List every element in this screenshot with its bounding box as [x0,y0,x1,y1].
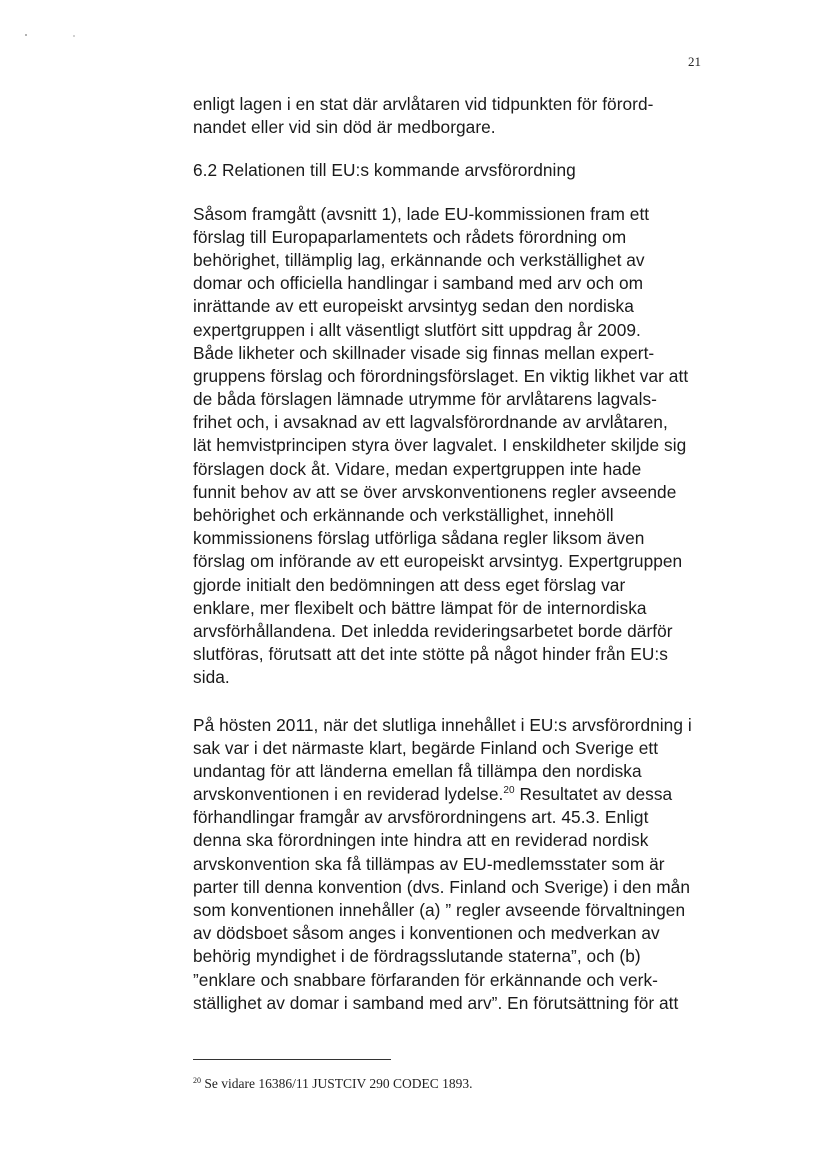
footnote-separator [193,1059,391,1060]
text-line-with-footnote [193,783,723,806]
text-line: som konventionen innehåller (a) ” regler avseende förvaltningen [193,900,686,920]
text-line: enklare, mer flexibelt och bättre lämpat för de internordiska [193,597,647,618]
text-line: funnit behov av att se över arvskonventionens regler avseende [193,481,677,502]
text-line: förhandlingar framgår av arvsförordningens art. 45.3. Enligt [193,807,649,828]
text-line: sak var i det närmaste klart, begärde Finland och Sverige ett [193,737,659,758]
heading-line: 6.2 Relationen till EU:s kommande arvsförordning [193,160,576,181]
text-line: domar och officiella handlingar i samband med arv och om [193,273,644,294]
text-line: arvsförhållandena. Det inledda revideringsarbetet borde därför [193,620,673,641]
text-line: expertgruppen i allt väsentligt slutfört sitt uppdrag år 2009. [193,319,641,340]
footnote [193,1076,473,1092]
paragraph-main [193,203,723,690]
scan-speck [25,34,27,36]
text-line: undantag för att länderna emellan få tillämpa den nordiska [193,760,642,781]
text-line: lät hemvistprincipen styra över lagvalet. I enskildheter skiljde sig [193,435,687,456]
text-line: behörighet och erkännande och verkställighet, innehöll [193,505,614,525]
text-line: förslagen dock åt. Vidare, medan expertgruppen inte hade [193,458,642,479]
text-line: Både likheter och skillnader visade sig finnas mellan expert- [193,342,655,363]
section-heading [193,159,723,182]
text-line: parter till denna konvention (dvs. Finland och Sverige) i den mån [193,876,690,897]
text-line: av dödsboet såsom anges i konventionen och medverkan av [193,923,660,944]
text-line: behörig myndighet i de fördragsslutande staterna”, och (b) [193,946,641,967]
footnote-number: 20 [193,1076,201,1085]
paragraph-autumn-2011 [193,714,723,1015]
footnote-reference[interactable]: 20 [503,785,515,797]
text-segment: arvskonventionen i en reviderad lydelse. [193,784,504,805]
text-line: gruppens förslag och förordningsförslaget. En viktig likhet var att [193,365,689,386]
page-number: 21 [688,54,701,69]
text-line: Såsom framgått (avsnitt 1), lade EU-kommissionen fram ett [193,203,650,224]
text-line: inrättande av ett europeiskt arvsintyg sedan den nordiska [193,296,634,317]
text-line: slutföras, förutsatt att det inte stötte på något hinder från EU:s [193,644,668,665]
text-line: På hösten 2011, när det slutliga innehållet i EU:s arvsförordning i [193,714,692,735]
body-text [193,93,723,1015]
text-line: denna ska förordningen inte hindra att en reviderad nordisk [193,830,649,851]
text-line: förslag om införande av ett europeiskt arvsintyg. Expertgruppen [193,551,683,572]
text-line: gjorde initialt den bedömningen att dess eget förslag var [193,574,626,595]
text-line: förslag till Europaparlamentets och rådets förordning om [193,226,627,247]
text-line: ställighet av domar i samband med arv”. En förutsättning för att [193,992,679,1013]
text-line: ”enklare och snabbare förfaranden för erkännande och verk- [193,969,658,990]
text-segment: Resultatet av dessa [514,784,673,805]
text-line: sida. [193,667,230,688]
text-line: kommissionens förslag utförliga sådana regler liksom även [193,528,645,549]
paragraph-intro [193,93,723,139]
text-line: frihet och, i avsaknad av ett lagvalsförordnande av arvlåtaren, [193,412,668,433]
text-line: de båda förslagen lämnade utrymme för arvlåtarens lagvals- [193,389,657,410]
scan-speck [73,35,75,37]
footnote-text: Se vidare 16386/11 JUSTCIV 290 CODEC 1893. [201,1076,473,1091]
text-line: nandet eller vid sin död är medborgare. [193,117,496,138]
text-line: arvskonvention ska få tillämpas av EU-medlemsstater som är [193,853,665,874]
text-line: enligt lagen i en stat där arvlåtaren vid tidpunkten för förord- [193,94,654,114]
text-line: behörighet, tillämplig lag, erkännande och verkställighet av [193,249,645,270]
